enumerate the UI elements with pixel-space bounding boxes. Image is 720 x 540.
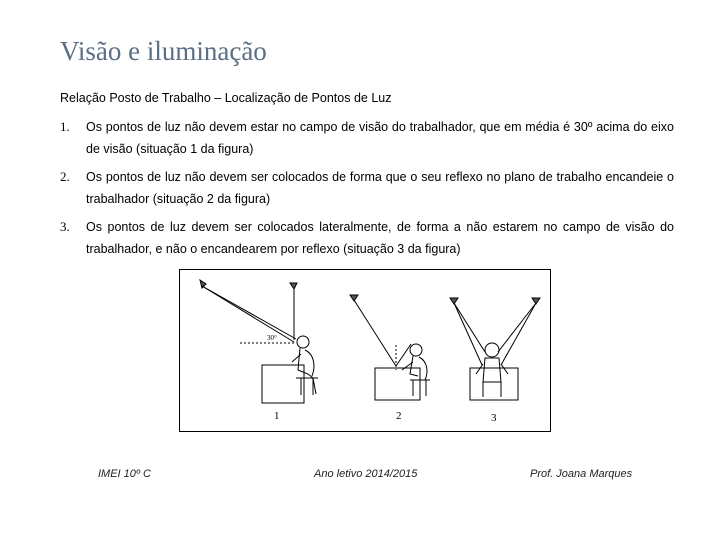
situation-3 bbox=[450, 298, 540, 424]
item-number: 1. bbox=[60, 119, 70, 134]
footer-class: IMEI 10º C bbox=[98, 468, 151, 480]
figure-label-3: 3 bbox=[491, 412, 497, 424]
item-text: Os pontos de luz não devem ser colocados de forma que o seu reflexo no plano de trabalho encandeie o trabalhador (situação 2 da figura) bbox=[86, 170, 674, 206]
page-subtitle: Relação Posto de Trabalho – Localização de Pontos de Luz bbox=[60, 91, 392, 105]
rules-list bbox=[60, 116, 674, 266]
worker-desk-icon bbox=[262, 336, 318, 403]
item-number: 2. bbox=[60, 169, 70, 184]
footer-teacher: Prof. Joana Marques bbox=[530, 468, 633, 480]
footer-school-year: Ano letivo 2014/2015 bbox=[314, 468, 418, 480]
angle-label: 30° bbox=[267, 334, 277, 342]
worker-desk-icon bbox=[375, 344, 430, 400]
lighting-illustration bbox=[180, 270, 552, 433]
lighting-figure bbox=[179, 269, 551, 432]
item-text: Os pontos de luz devem ser colocados lateralmente, de forma a não estarem no campo de visão do trabalhador, e não o encandearem por reflexo (situação 3 da figura) bbox=[86, 220, 674, 256]
list-item bbox=[60, 166, 674, 210]
item-text: Os pontos de luz não devem estar no campo de visão do trabalhador, que em média é 30º acima do eixo de visão (situação 1 da figura) bbox=[86, 120, 674, 156]
list-item bbox=[60, 216, 674, 260]
list-item bbox=[60, 116, 674, 160]
worker-desk-icon bbox=[470, 343, 518, 400]
page-title: Visão e iluminação bbox=[60, 36, 267, 66]
figure-label-2: 2 bbox=[396, 410, 402, 422]
situation-2 bbox=[350, 295, 430, 422]
item-number: 3. bbox=[60, 219, 70, 234]
figure-label-1: 1 bbox=[274, 410, 280, 422]
situation-1 bbox=[200, 280, 318, 422]
